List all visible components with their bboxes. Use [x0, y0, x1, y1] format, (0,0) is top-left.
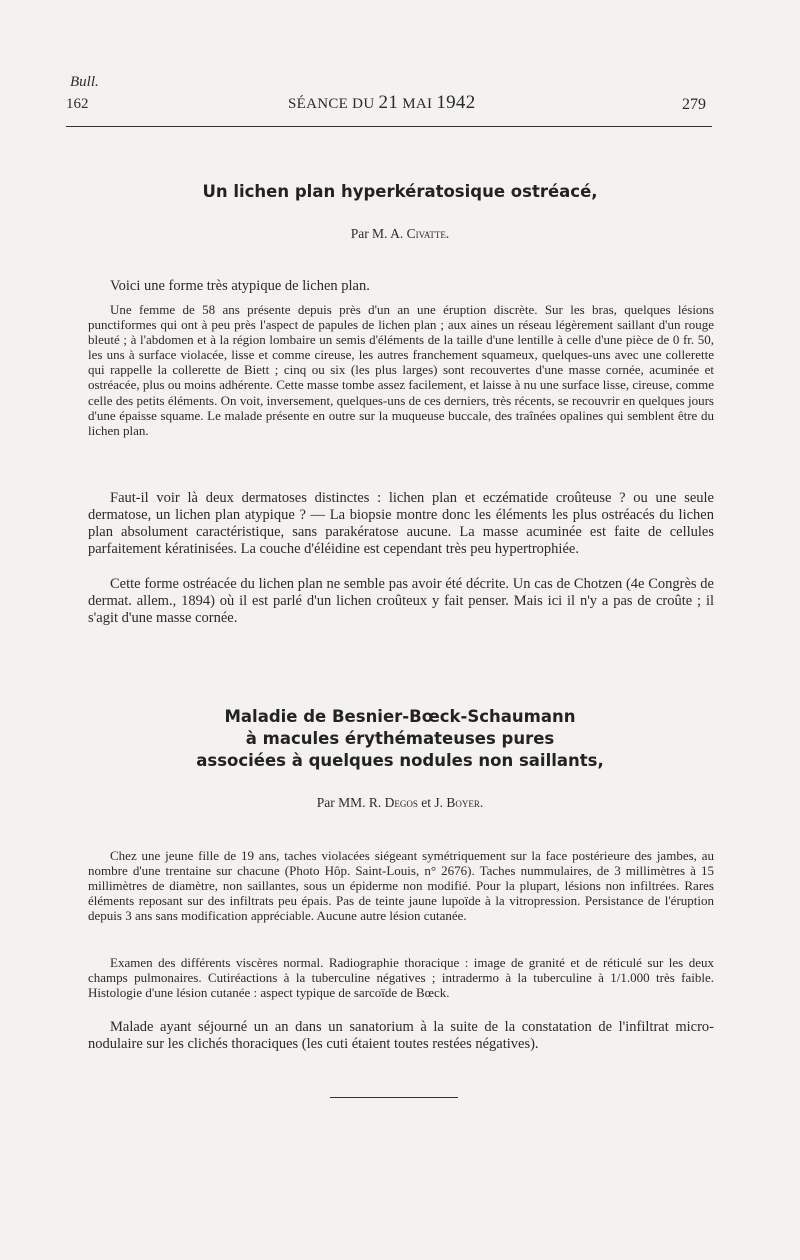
author-name: Boyer.	[446, 795, 484, 810]
session-date: SÉANCE DU 21 MAI 1942	[288, 92, 476, 113]
running-header	[66, 74, 712, 130]
page-number: 279	[682, 96, 706, 113]
article1-title: Un lichen plan hyperkératosique ostréacé,	[202, 182, 598, 201]
article2-byline: Par MM. R. Degos et J. Boyer.	[316, 795, 484, 810]
article2-paragraph-2: Examen des différents viscères normal. Radiographie thoracique : image de granité et de réticulé sur les deux champs pulmonaires. Cutiréactions à la tuberculine négatives ; intradermo à la tuberculine à 1/1.000 très faible. Histologie d'une lésion cutanée : aspect typique de sarcoïde de Bœck.	[88, 955, 714, 1001]
article2-title: Maladie de Besnier-Bœck-Schaumann à macules érythémateuses pures associées à quelques nodules non saillants,	[196, 707, 604, 770]
left-page-number: 162	[66, 96, 89, 112]
author-name: Degos	[384, 795, 418, 810]
article2-paragraph-3: Malade ayant séjourné un an dans un sanatorium à la suite de la constatation de l'infiltrat micro-nodulaire sur les clichés thoraciques (les cuti étaient toutes restées négatives).	[88, 1019, 714, 1052]
article1-paragraph-1: Voici une forme très atypique de lichen plan.	[110, 278, 370, 294]
end-rule	[330, 1097, 458, 1098]
article1-byline: Par M. A. Civatte.	[350, 226, 450, 241]
header-rule	[66, 126, 712, 127]
article1-paragraph-3: Faut-il voir là deux dermatoses distinctes : lichen plan et eczématide croûteuse ? ou une seule dermatose, un lichen plan atypique ? — La biopsie montre donc les éléments les plus ostréacés du lichen plan absolument caractéristique, sans parakératose aucune. La masse acuminée est faite de cellules parfaitement kératinisées. La couche d'éléidine est cependant très peu hypertrophiée.	[88, 490, 714, 557]
article1-paragraph-2: Une femme de 58 ans présente depuis près d'un an une éruption discrète. Sur les bras, quelques lésions punctiformes qui ont à peu près l'aspect de papules de lichen plan ; aux aines un réseau légèrement saillant d'un rouge bleuté ; à l'abdomen et à la région lombaire un semis d'éléments de la taille d'une lentille à celle d'une pièce de 0 fr. 50, les uns à surface violacée, lisse et comme cireuse, les autres franchement squameux, quelques-uns avec une collerette qui rappelle la collerette de Biett ; cinq ou six (les plus larges) sont recouvertes d'une masse cornée, acuminée et ostréacée, plus ou moins adhérente. Cette masse tombe assez facilement, et laisse à nu une surface lisse, cireuse, comme celle des petits éléments. On voit, inversement, quelques-uns de ces derniers, très récents, se recouvrir en quelques jours d'une épaisse squame. Le malade présente en outre sur la muqueuse buccale, des traînées opalines qui semblent être du lichen plan.	[88, 302, 714, 438]
article2-paragraph-1: Chez une jeune fille de 19 ans, taches violacées siégeant symétriquement sur la face postérieure des jambes, au nombre d'une trentaine sur chacune (Photo Hôp. Saint-Louis, n° 2676). Taches nummulaires, de 3 millimètres à 15 millimètres de diamètre, non saillantes, sous un épiderme non modifié. Pour la plupart, lésions non infiltrées. Rares éléments reposant sur des infiltrats peu épais. Pas de teinte jaune lupoïde à la vitropression. Persistance de l'éruption depuis 3 ans sans modification appréciable. Aucune autre lésion cutanée.	[88, 848, 714, 924]
article1-paragraph-4: Cette forme ostréacée du lichen plan ne semble pas avoir été décrite. Un cas de Chotzen (4e Congrès de dermat. allem., 1894) où il est parlé d'un lichen croûteux y fait penser. Mais ici il n'y a pas de croûte ; il s'agit d'une masse cornée.	[88, 576, 714, 626]
journal-abbrev: Bull.	[70, 74, 99, 90]
author-name: Civatte.	[406, 226, 450, 241]
